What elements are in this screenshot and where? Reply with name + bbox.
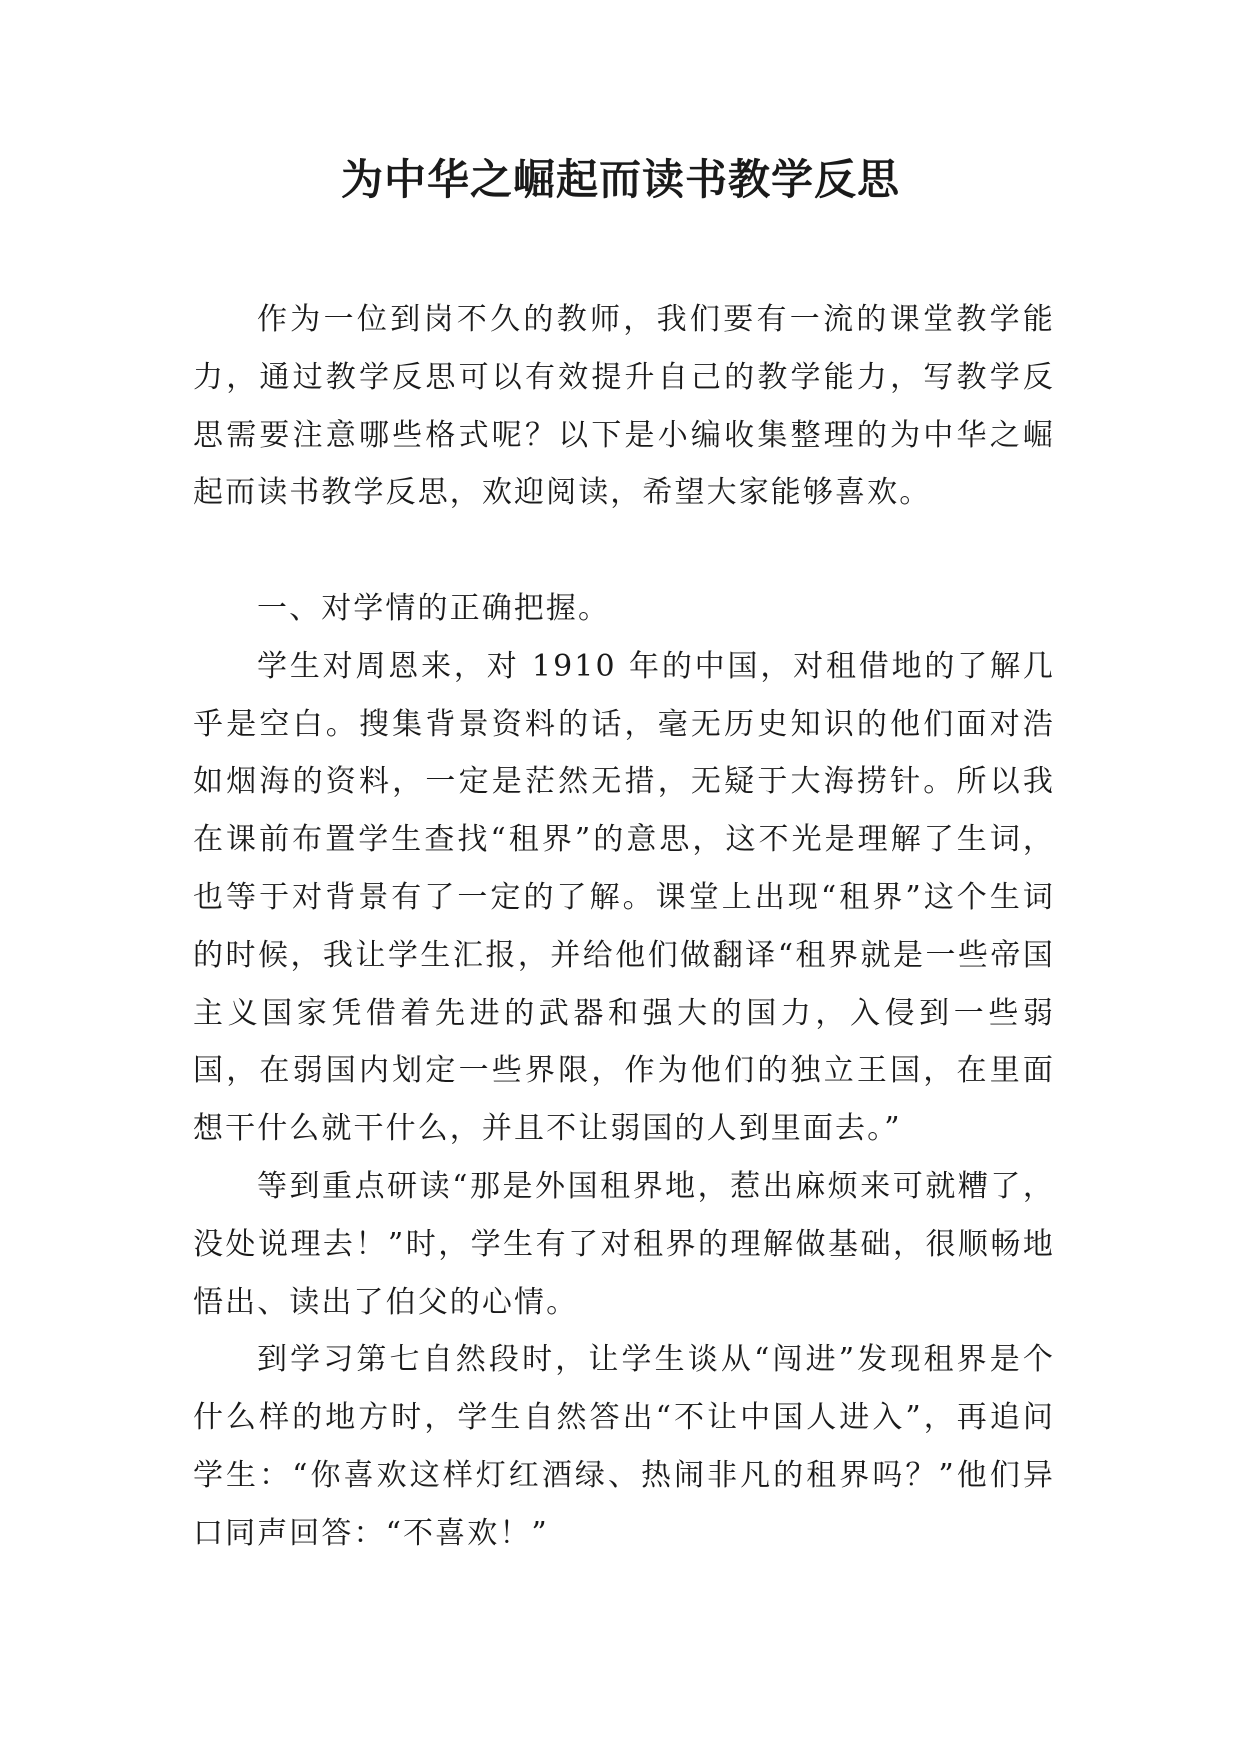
body-paragraph: 等到重点研读“那是外国租界地，惹出麻烦来可就糟了，没处说理去！”时，学生有了对租界的理解做基础，很顺畅地悟出、读出了伯父的心情。	[193, 1168, 1055, 1320]
document-title: 为中华之崛起而读书教学反思	[340, 155, 900, 204]
intro-block	[193, 291, 1055, 522]
section-heading: 一、对学情的正确把握。	[257, 591, 611, 626]
intro-paragraph: 作为一位到岗不久的教师，我们要有一流的课堂教学能力，通过教学反思可以有效提升自己的教学能力，写教学反思需要注意哪些格式呢？以下是小编收集整理的为中华之崛起而读书教学反思，欢迎阅读，希望大家能够喜欢。	[193, 302, 1055, 511]
section-block	[193, 580, 1055, 1563]
body-paragraph: 学生对周恩来，对 1910 年的中国，对租借地的了解几乎是空白。搜集背景资料的话，毫无历史知识的他们面对浩如烟海的资料，一定是茫然无措，无疑于大海捞针。所以我在课前布置学生查找“租界”的意思，这不光是理解了生词，也等于对背景有了一定的了解。课堂上出现“租界”这个生词的时候，我让学生汇报，并给他们做翻译“租界就是一些帝国主义国家凭借着先进的武器和强大的国力，入侵到一些弱国，在弱国内划定一些界限，作为他们的独立王国，在里面想干什么就干什么，并且不让弱国的人到里面去。”	[193, 648, 1055, 1147]
body-paragraph: 到学习第七自然段时，让学生谈从“闯进”发现租界是个什么样的地方时，学生自然答出“不让中国人进入”，再追问学生：“你喜欢这样灯红酒绿、热闹非凡的租界吗？”他们异口同声回答：“不喜欢！”	[193, 1342, 1055, 1551]
